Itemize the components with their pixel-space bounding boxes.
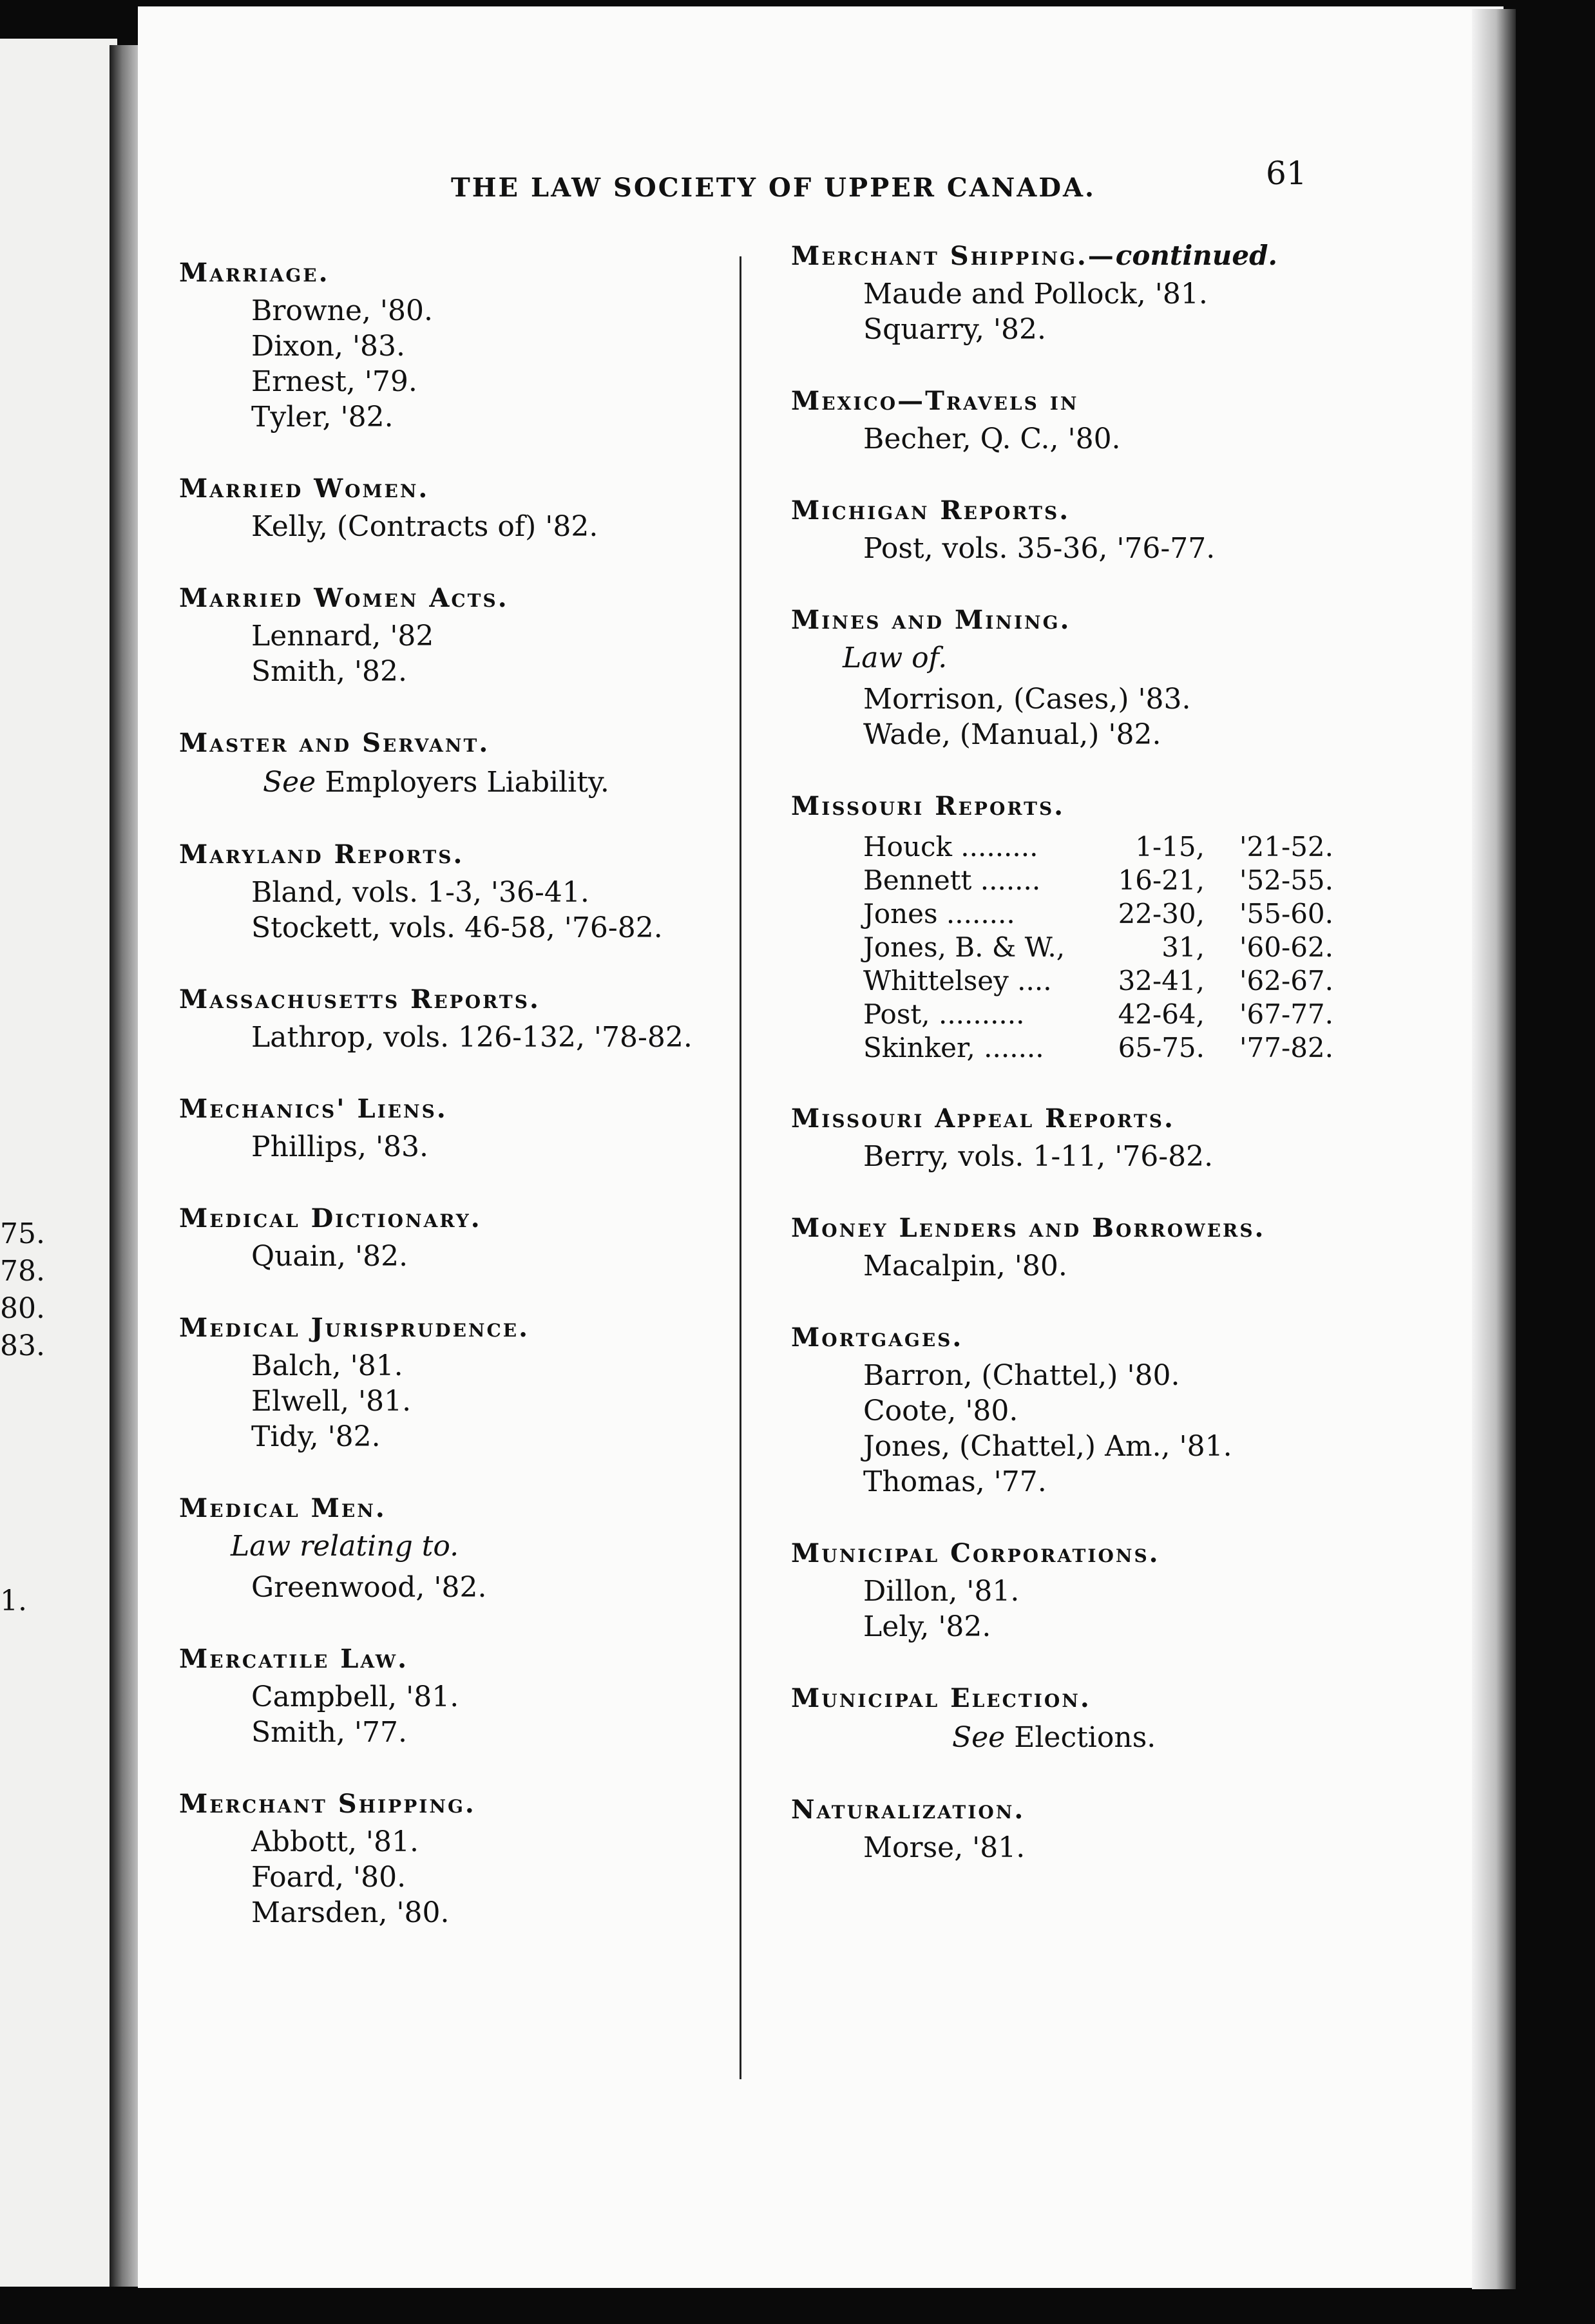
entry-list bbox=[179, 1020, 733, 1055]
index-section bbox=[179, 583, 733, 689]
volume-range: 1-15, bbox=[1135, 831, 1205, 862]
section-heading: Marriage. bbox=[179, 258, 330, 288]
section-heading: Married Women Acts. bbox=[179, 583, 509, 613]
volume-range: 32-41, bbox=[1118, 965, 1205, 996]
entry-list bbox=[791, 421, 1371, 457]
index-section bbox=[179, 839, 733, 946]
entry-list bbox=[179, 1239, 733, 1274]
subheading-text: Law of. bbox=[843, 642, 948, 674]
index-entry: Tidy, '82. bbox=[251, 1420, 381, 1453]
index-entry: Greenwood, '82. bbox=[251, 1571, 487, 1604]
section-heading: Michigan Reports. bbox=[791, 495, 1071, 526]
entry-list bbox=[791, 681, 1371, 752]
index-section bbox=[179, 473, 733, 544]
section-heading: Massachusetts Reports. bbox=[179, 984, 540, 1014]
section-heading: Medical Men. bbox=[179, 1493, 387, 1523]
index-entry: Ernest, '79. bbox=[251, 365, 417, 398]
table-row bbox=[863, 964, 1371, 998]
entry-list bbox=[791, 1830, 1371, 1865]
index-entry: Dixon, '83. bbox=[251, 330, 406, 363]
index-entry: Quain, '82. bbox=[251, 1240, 408, 1273]
margin-fragment: 75. bbox=[0, 1217, 45, 1250]
entry-list bbox=[179, 509, 733, 544]
index-entry: Berry, vols. 1-11, '76-82. bbox=[863, 1140, 1214, 1173]
entry-list bbox=[179, 1679, 733, 1750]
entry-list bbox=[179, 618, 733, 689]
index-section bbox=[791, 1538, 1371, 1644]
entry-list bbox=[791, 531, 1371, 566]
entry-list bbox=[179, 293, 733, 435]
section-heading: Master and Servant. bbox=[179, 728, 490, 758]
index-section bbox=[179, 1313, 733, 1454]
section-heading: Medical Dictionary. bbox=[179, 1203, 482, 1233]
entry-list bbox=[791, 276, 1371, 347]
year-range: '52-55. bbox=[1239, 864, 1333, 896]
entry-list bbox=[179, 1348, 733, 1454]
table-row bbox=[863, 830, 1371, 864]
index-entry: Maude and Pollock, '81. bbox=[863, 278, 1208, 310]
index-entry: Kelly, (Contracts of) '82. bbox=[251, 510, 598, 543]
subheading bbox=[231, 1529, 733, 1565]
year-range: '55-60. bbox=[1239, 898, 1333, 929]
index-section bbox=[791, 240, 1371, 347]
index-entry: Balch, '81. bbox=[251, 1349, 403, 1382]
index-entry: Wade, (Manual,) '82. bbox=[863, 718, 1161, 751]
see-target: Employers Liability. bbox=[325, 766, 609, 799]
page-edge-shadow bbox=[1472, 9, 1516, 2289]
entry-list bbox=[791, 1358, 1371, 1500]
index-section bbox=[791, 605, 1371, 752]
section-heading: Merchant Shipping.—continued. bbox=[791, 240, 1278, 271]
index-entry: Morse, '81. bbox=[863, 1831, 1026, 1864]
page-number: 61 bbox=[1266, 155, 1307, 192]
entry-list bbox=[179, 1824, 733, 1930]
index-entry: Lathrop, vols. 126-132, '78-82. bbox=[251, 1021, 692, 1054]
index-section bbox=[791, 495, 1371, 566]
section-heading: Mercatile Law. bbox=[179, 1644, 409, 1674]
index-entry: Browne, '80. bbox=[251, 294, 433, 327]
column-rule bbox=[740, 256, 741, 2079]
index-section bbox=[179, 258, 733, 435]
heading-continued: continued. bbox=[1115, 240, 1278, 271]
index-section bbox=[179, 728, 733, 801]
section-heading: Money Lenders and Borrowers. bbox=[791, 1213, 1266, 1243]
entry-list bbox=[179, 1570, 733, 1605]
index-section bbox=[179, 1644, 733, 1750]
see-target: Elections. bbox=[1014, 1721, 1156, 1754]
index-section bbox=[791, 1683, 1371, 1756]
section-heading: Medical Jurisprudence. bbox=[179, 1313, 530, 1343]
year-range: '60-62. bbox=[1239, 931, 1333, 963]
table-row bbox=[863, 931, 1371, 964]
index-entry: Elwell, '81. bbox=[251, 1385, 412, 1418]
index-entry: Tyler, '82. bbox=[251, 401, 394, 433]
year-range: '62-67. bbox=[1239, 965, 1333, 996]
reporter-name: Jones, B. & W., bbox=[863, 931, 1065, 963]
year-range: '21-52. bbox=[1239, 831, 1333, 862]
see-reference bbox=[952, 1720, 1371, 1756]
index-section bbox=[179, 1789, 733, 1930]
index-entry: Smith, '77. bbox=[251, 1716, 407, 1749]
see-reference bbox=[263, 765, 733, 801]
margin-fragment: 80. bbox=[0, 1292, 45, 1325]
see-word: See bbox=[263, 766, 316, 799]
index-section bbox=[179, 984, 733, 1055]
index-section bbox=[791, 386, 1371, 457]
section-heading: Mines and Mining. bbox=[791, 605, 1071, 635]
reporter-name: Bennett ....... bbox=[863, 864, 1041, 896]
section-heading: Maryland Reports. bbox=[179, 839, 464, 870]
margin-fragment: 78. bbox=[0, 1255, 45, 1288]
right-column bbox=[791, 240, 1371, 1904]
index-section bbox=[791, 1103, 1371, 1174]
section-heading: Municipal Corporations. bbox=[791, 1538, 1160, 1568]
index-entry: Lennard, '82 bbox=[251, 620, 434, 652]
volume-range: 42-64, bbox=[1118, 998, 1205, 1030]
index-entry: Becher, Q. C., '80. bbox=[863, 423, 1121, 455]
index-entry: Phillips, '83. bbox=[251, 1130, 429, 1163]
index-entry: Stockett, vols. 46-58, '76-82. bbox=[251, 911, 663, 944]
index-section bbox=[791, 1795, 1371, 1865]
index-entry: Coote, '80. bbox=[863, 1395, 1018, 1427]
index-section bbox=[791, 1213, 1371, 1284]
section-heading: Missouri Reports. bbox=[791, 791, 1065, 821]
reporter-name: Jones ........ bbox=[863, 898, 1015, 929]
year-range: '77-82. bbox=[1239, 1032, 1333, 1063]
table-row bbox=[863, 897, 1371, 931]
margin-fragment: 1. bbox=[0, 1585, 27, 1617]
index-entry: Foard, '80. bbox=[251, 1861, 406, 1894]
index-entry: Post, vols. 35-36, '76-77. bbox=[863, 532, 1216, 565]
left-column bbox=[179, 258, 733, 1969]
index-section bbox=[179, 1493, 733, 1605]
index-entry: Smith, '82. bbox=[251, 655, 407, 688]
section-heading: Married Women. bbox=[179, 473, 430, 504]
index-entry: Barron, (Chattel,) '80. bbox=[863, 1359, 1180, 1392]
margin-fragment: 83. bbox=[0, 1329, 45, 1362]
entry-list bbox=[791, 1139, 1371, 1174]
index-entry: Abbott, '81. bbox=[251, 1825, 419, 1858]
section-heading: Merchant Shipping. bbox=[179, 1789, 476, 1819]
subheading bbox=[843, 640, 1371, 676]
index-entry: Jones, (Chattel,) Am., '81. bbox=[863, 1430, 1232, 1463]
entry-list bbox=[179, 1129, 733, 1165]
section-heading: Mechanics' Liens. bbox=[179, 1094, 448, 1124]
book-spine-shadow bbox=[110, 45, 142, 2287]
index-entry: Squarry, '82. bbox=[863, 313, 1047, 346]
facing-page bbox=[0, 39, 117, 2287]
entry-list bbox=[179, 875, 733, 946]
index-entry: Bland, vols. 1-3, '36-41. bbox=[251, 876, 589, 909]
index-entry: Thomas, '77. bbox=[863, 1465, 1047, 1498]
section-heading: Municipal Election. bbox=[791, 1683, 1091, 1713]
index-entry: Marsden, '80. bbox=[251, 1896, 450, 1929]
running-head: THE LAW SOCIETY OF UPPER CANADA. bbox=[451, 173, 1096, 203]
year-range: '67-77. bbox=[1239, 998, 1333, 1030]
volume-range: 31, bbox=[1161, 931, 1205, 963]
index-section bbox=[179, 1094, 733, 1165]
index-entry: Dillon, '81. bbox=[863, 1575, 1020, 1608]
index-section bbox=[179, 1203, 733, 1274]
reporter-name: Post, .......... bbox=[863, 998, 1025, 1030]
subheading-text: Law relating to. bbox=[231, 1530, 459, 1563]
index-entry: Morrison, (Cases,) '83. bbox=[863, 683, 1191, 716]
table-row bbox=[863, 998, 1371, 1031]
entry-list bbox=[791, 1248, 1371, 1284]
section-heading: Mexico—Travels in bbox=[791, 386, 1079, 416]
table-row bbox=[863, 864, 1371, 897]
index-entry: Lely, '82. bbox=[863, 1610, 991, 1643]
index-section bbox=[791, 1322, 1371, 1500]
section-heading: Mortgages. bbox=[791, 1322, 964, 1353]
index-section bbox=[791, 791, 1371, 1065]
reporter-name: Houck ......... bbox=[863, 831, 1038, 862]
volume-range: 65-75. bbox=[1118, 1032, 1205, 1063]
table-row bbox=[863, 1031, 1371, 1065]
volume-range: 16-21, bbox=[1118, 864, 1205, 896]
section-heading: Missouri Appeal Reports. bbox=[791, 1103, 1175, 1134]
index-entry: Campbell, '81. bbox=[251, 1681, 459, 1713]
reporter-name: Skinker, ....... bbox=[863, 1032, 1044, 1063]
index-entry: Macalpin, '80. bbox=[863, 1250, 1067, 1282]
reports-table bbox=[791, 830, 1371, 1065]
see-word: See bbox=[952, 1721, 1006, 1754]
section-heading: Naturalization. bbox=[791, 1795, 1026, 1825]
entry-list bbox=[791, 1574, 1371, 1644]
reporter-name: Whittelsey .... bbox=[863, 965, 1052, 996]
volume-range: 22-30, bbox=[1118, 898, 1205, 929]
